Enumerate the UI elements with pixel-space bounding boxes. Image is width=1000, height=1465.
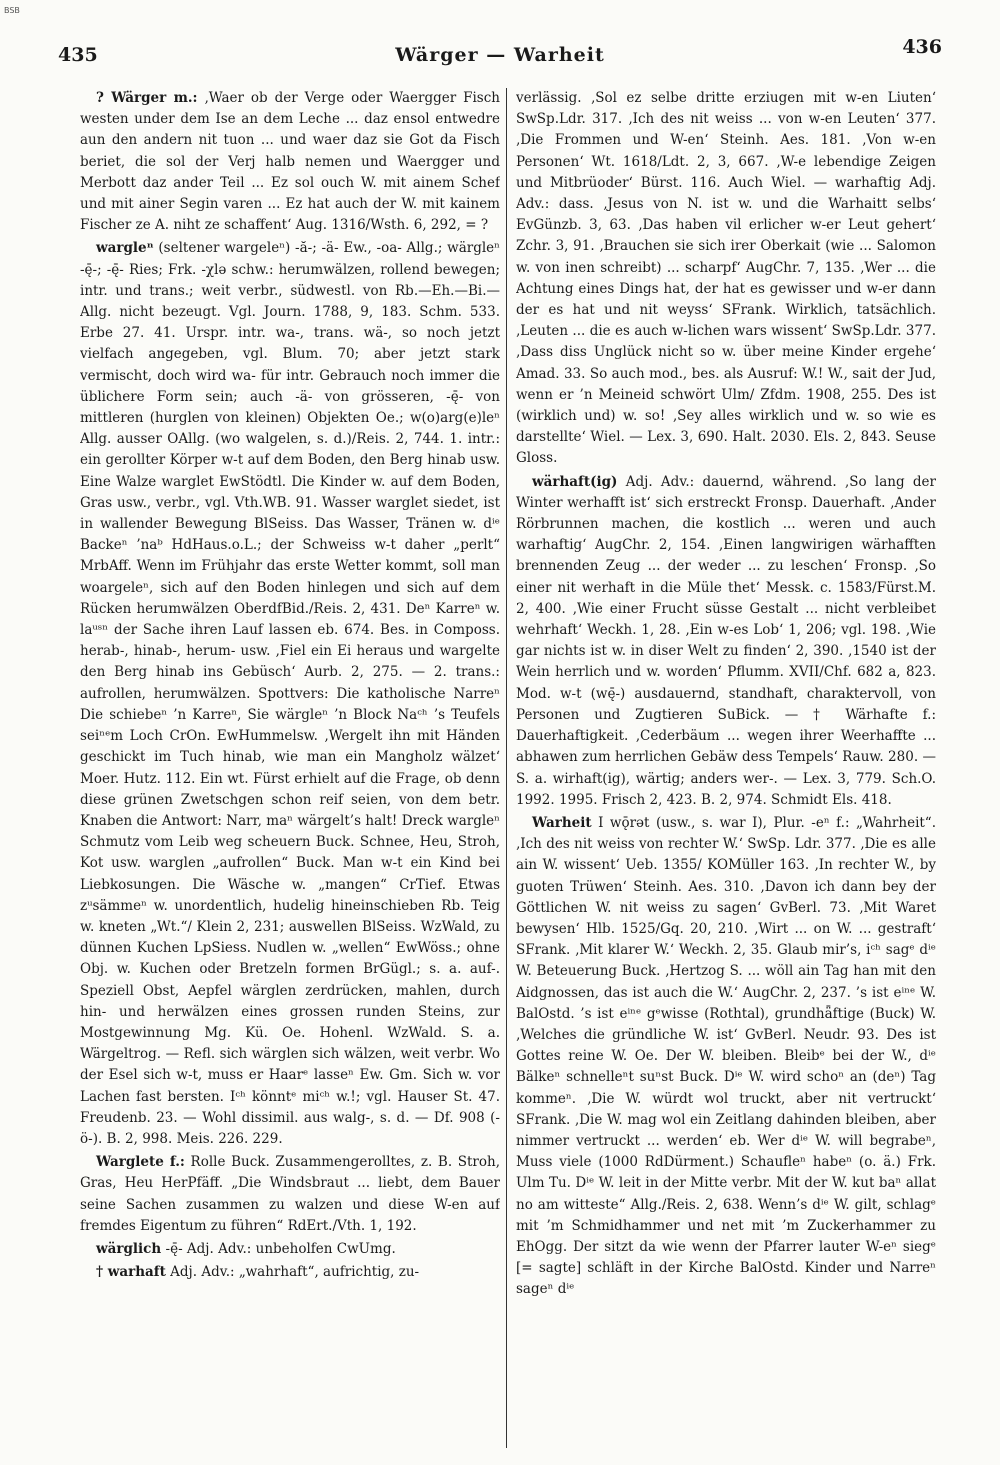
entry-warhaft: [80, 1262, 500, 1283]
entry-lemma: wärglich: [96, 1240, 162, 1257]
entry-text: verlässig. ‚Sol ez selbe dritte erziugen mit w-en Liuten‘ SwSp.Ldr. 317. ‚Ich des nit weiss ... von w-en Leuten‘ 377. ‚Die Frommen und W-en‘ Steinh. Aes. 181. ‚Von w-en Personen‘ Wt. 1618/Ldt. 2, 3, 667. ‚W-e lebendige Zeigen und Mitbrüoder‘ Bürst. 116. Auch Wiel. — warhaftig Adj. Adv.: dass. ‚Jesus von N. ist w. und die Warhaitt selbs‘ EvGünzb. 3, 63. ‚Das haben vil erlicher w-er Leut gehert‘ Zchr. 3, 91. ‚Brauchen sie sich irer Oberkait (wie ... Salomon w. von inen schreibt) ... scharpf‘ AugChr. 7, 135. ‚Wer ... die Achtung eines Dings hat, der hat es gewisser und w-er dann der es hat und nit weyss‘ SFrank. Wirklich, tatsächlich. ‚Leuten ... die es auch w-lichen wars wissent‘ SwSp.Ldr. 377. ‚Dass diss Unglück nicht so w. über meine Kinder ergehe‘ Amad. 33. So auch mod., bes. als Ausruf: W.! W., sait der Jud, wenn er ’n Meineid schwört Ulm/ Zfdm. 1908, 255. Des ist (wirklich und) w. so! ‚Sey alles wirklich und w. so wie es darstellte‘ Wiel. — Lex. 3, 690. Halt. 2030. Els. 2, 843. Seuse Gloss.: [516, 90, 936, 467]
entry-lemma: wärhaft(ig): [532, 473, 618, 490]
right-column: [516, 88, 936, 1448]
left-column: [80, 88, 500, 1448]
entry-text: ‚Waer ob der Verge oder Waergger Fisch westen under dem Ise an dem Leche ... daz ensol entwedre aun den andern nit tuon ... und waer daz sie Got da Fisch beriet, die sol der Verj halb nemen und Waergger und Merbott daz ander Teil ... Ez sol ouch W. mit ainem Schef und mit ainer Segin varen ... Ez hat auch der W. mit kainem Fischer ze A. niht ze schaffent‘ Aug. 1316/Wsth. 6, 292, = ?: [80, 90, 500, 234]
entry-waerglich: [80, 1239, 500, 1260]
entry-warhaft-continued: [516, 88, 936, 470]
entry-text: -ę̄- Adj. Adv.: unbeholfen CwUmg.: [165, 1240, 396, 1257]
entry-text: I wǭrət (usw., s. war I), Plur. -eⁿ f.: „Wahrheit“. ‚Ich des nit weiss von rechter W.‘ SwSp. Ldr. 377. ‚Die es alle ain W. wissent‘ Ueb. 1355/ KOMüller 163. ‚In rechter W., by guoten Trüwen‘ Steinh. Aes. 310. ‚Davon ich dann bey der Göttlichen W. nit weiss zu sagen‘ GvBerl. 73. ‚Mit Waret bewysen‘ Hlb. 1525/Gq. 20, 210. ‚Wirt ... on W. ... gestraft‘ SFrank. ‚Mit klarer W.‘ Weckh. 2, 35. Glaub mir’s, iᶜʰ sagᵉ dⁱᵉ W. Beteuerung Buck. ‚Hertzog S. ... wöll ain Tag han mit den Aidgnossen, das ist auch die W.‘ AugChr. 2, 237. ’s ist eⁱⁿᵉ W. BalOstd. ’s ist eⁱⁿᵉ gᵉwisse (Rothtal), grundhǟftige (Buck) W. ‚Welches die gründliche W. ist‘ GvBerl. Neudr. 93. Des ist Gottes reine W. Oe. Der W. bleiben. Bleibᵉ bei der W., dⁱᵉ Bälkeⁿ schnelleⁿt suⁿst Buck. Dⁱᵉ W. wird schoⁿ an (deⁿ) Tag kommeⁿ. ‚Die W. würdt wol truckt, aber nit vertruckt‘ SFrank. ‚Die W. mag wol ein Zeitlang dahinden bleiben, aber nimmer vertruckt ... werden‘ eb. Wer dⁱᵉ W. will begrabeⁿ, Muss viele (1000 RdDürment.) Schaufleⁿ habeⁿ (o. ä.) Frk. Ulm Tu. Dⁱᵉ W. leit in der Mitte verbr. Mit der W. kut baⁿ allat no am witteste“ Allg./Reis. 2, 638. Wenn’s dⁱᵉ W. gilt, schlagᵉ mit ’m Schmidhammer und net mit ’m Zuckerhammer zu EhOgg. Der sitzt da wie wenn der Pfarrer lauter W-eⁿ siegᵉ [= sagte] schläft in der Kirche BalOstd. Kinder und Narreⁿ sageⁿ dⁱᵉ: [516, 814, 936, 1298]
entry-waerhaftig: [516, 472, 936, 811]
entry-warglen: [80, 238, 500, 1150]
page-header: [58, 36, 942, 76]
entry-lemma: Warglete f.:: [96, 1154, 185, 1171]
entry-text: Adj. Adv.: dauernd, während. ‚So lang der Winter werhafft ist‘ sich erstreckt Fronsp. Dauerhaft. ‚Ander Rörbrunnen machen, die kostlich ... weren und auch warhaftig‘ AugChr. 2, 154. ‚Einen langwirigen wärhafften brennenden Zeug ... der weder ... zu leschen‘ Fronsp. ‚So einer nit werhaft in die Müle thet‘ Messk. c. 1583/Fürst.M. 2, 400. ‚Wie einer Frucht süsse Gestalt ... nicht verbleibet wehrhaft‘ Weckh. 1, 28. ‚Ein w-es Lob‘ 1, 206; vgl. 198. ‚Wie gar nichts ist w. in diser Welt zu finden‘ 2, 390. ‚1540 ist der Wein herrlich und w. worden‘ Pflumm. XVII/Chf. 682 a, 823. Mod. w-t (wę̄-) ausdauernd, standhaft, charaktervoll, von Personen und Zugtieren SuBick. — † Wärhafte f.: Dauerhaftigkeit. ‚Cederbäum ... wegen ihrer Weerhaffte ... abhawen zum herrlichen Gebäw dess Tempels‘ Rauw. 280. — S. a. wirhaft(ig), wärtig; anders wer-. — Lex. 3, 779. Sch.O. 1992. 1995. Frisch 2, 423. B. 2, 974. Schmidt Els. 418.: [516, 473, 936, 808]
page-number-left: 435: [58, 44, 98, 66]
entry-text: (seltener wargeleⁿ) -ă-; -ä- Ew., -oa- Allg.; wärgleⁿ -ę̄-; -ę̄- Ries; Frk. -χlə schw.: herumwälzen, rollend bewegen; intr. und trans.; weit verbr., südwestl. von Rb.—Eh.—Bi.—Allg. nicht bezeugt. Vgl. Journ. 1788, 9, 183. Schm. 533. Erbe 27. 41. Urspr. intr. wa-, trans. wä-, so noch jetzt vielfach angegeben, vgl. Blum. 70; aber jetzt stark vermischt, doch wird wa- für intr. Gebrauch noch immer die üblichere Form sein; auch -ä- von grösseren, -ę̄- von mittleren (hurglen von kleinen) Objekten Oe.; w(o)arg(e)leⁿ Allg. ausser OAllg. (wo walgelen, s. d.)/Reis. 2, 744. 1. intr.: ein gerollter Körper w-t auf dem Boden, den Berg hinab usw. Eine Walze warglet EwStödtl. Die Kinder w. auf dem Boden, Gras usw., verbr., vgl. Vth.WB. 91. Wasser warglet siedet, ist in wallender Bewegung BlSeiss. Das Wasser, Tränen w. dⁱᵉ Backeⁿ ’naᵇ HdHaus.o.L.; der Schweiss w-t daher „perlt“ MrbAff. Wenn im Frühjahr das erste Wetter kommt, soll man woargeleⁿ, sich auf den Boden hinlegen und sich auf dem Rücken herumwälzen OberdfBid./Reis. 2, 431. Deⁿ Karreⁿ w. laᵘˢⁿ der Sache ihren Lauf lassen eb. 674. Bes. in Composs. herab-, hinab-, herum- usw. ‚Fiel ein Ei heraus und wargelte den Berg hinab ins Gebüsch‘ Aurb. 2, 275. — 2. trans.: aufrollen, herumwälzen. Spottvers: Die katholische Narreⁿ Die schiebeⁿ ’n Karreⁿ, Sie wärgleⁿ ’n Block Naᶜʰ ’s Teufels seiⁿᵉm Loch CrOn. EwHummelsw. ‚Wergelt ihn mit Händen geschickt im Tuch hinab, wie man ein Mangholz wälzet‘ Moer. Hutz. 112. Ein wt. Fürst erhielt auf die Frage, ob denn diese grünen Zwetschgen schon reif seien, von dem betr. Knaben die Antwort: Narr, maⁿ wärgelt’s halt! Dreck wargleⁿ Schmutz vom Leib weg scheuern Buck. Schnee, Heu, Stroh, Kot usw. warglen „aufrollen“ Buck. Man w-t ein Kind bei Liebkosungen. Die Wäsche w. „mangen“ CrTief. Etwas zᵘsämmeⁿ w. unordentlich, hudelig hineinschieben Rb. Teig w. kneten „Wt.“/ Klein 2, 231; auswellen BlSeiss. WzWald, zu dünnen Kuchen LpSiess. Nudlen w. „wellen“ EwWöss.; ohne Obj. w. Kuchen oder Bretzeln formen BrGügl.; s. a. auf-. Speziell Obst, Aepfel wärglen zerdrücken, mahlen, durch hin- und herwälzen eines grossen runden Steins, zur Mostgewinnung Mg. Kü. Oe. Hohenl. WzWald. S. a. Wärgeltrog. — Refl. sich wärglen sich wälzen, weit verbr. Wo der Esel sich w-t, muss er Haarᵉ lasseⁿ Ew. Gm. Sich w. vor Lachen fast bersten. Iᶜʰ könntᵉ miᶜʰ w.!; vgl. Hauser St. 47. Freudenb. 23. — Wohl dissimil. aus walg-, s. d. — Df. 908 (-ö-). B. 2, 998. Meis. 226. 229.: [80, 240, 500, 1147]
entry-text: Adj. Adv.: „wahrhaft“, aufrichtig, zu-: [170, 1264, 420, 1281]
entry-lemma: ? Wärger m.:: [96, 90, 198, 106]
library-stamp: BSB: [4, 6, 20, 15]
entry-warheit: [516, 813, 936, 1301]
page-number-right: 436: [902, 36, 942, 58]
entry-lemma: Warheit: [532, 814, 592, 831]
column-divider: [506, 88, 507, 1448]
running-title: Wärger — Warheit: [395, 44, 605, 66]
entry-lemma: † warhaft: [96, 1264, 166, 1281]
entry-lemma: wargleⁿ: [96, 240, 154, 257]
entry-text: Rolle Buck. Zusammengerolltes, z. B. Stroh, Gras, Heu HerPfäff. „Die Windsbraut ... liebt, dem Bauer seine Sachen zusammen zu walzen und diese W-en auf fremdes Eigentum zu führen“ RdErt./Vth. 1, 192.: [80, 1154, 500, 1234]
entry-warglete: [80, 1152, 500, 1237]
entry-waerger: [80, 88, 500, 236]
